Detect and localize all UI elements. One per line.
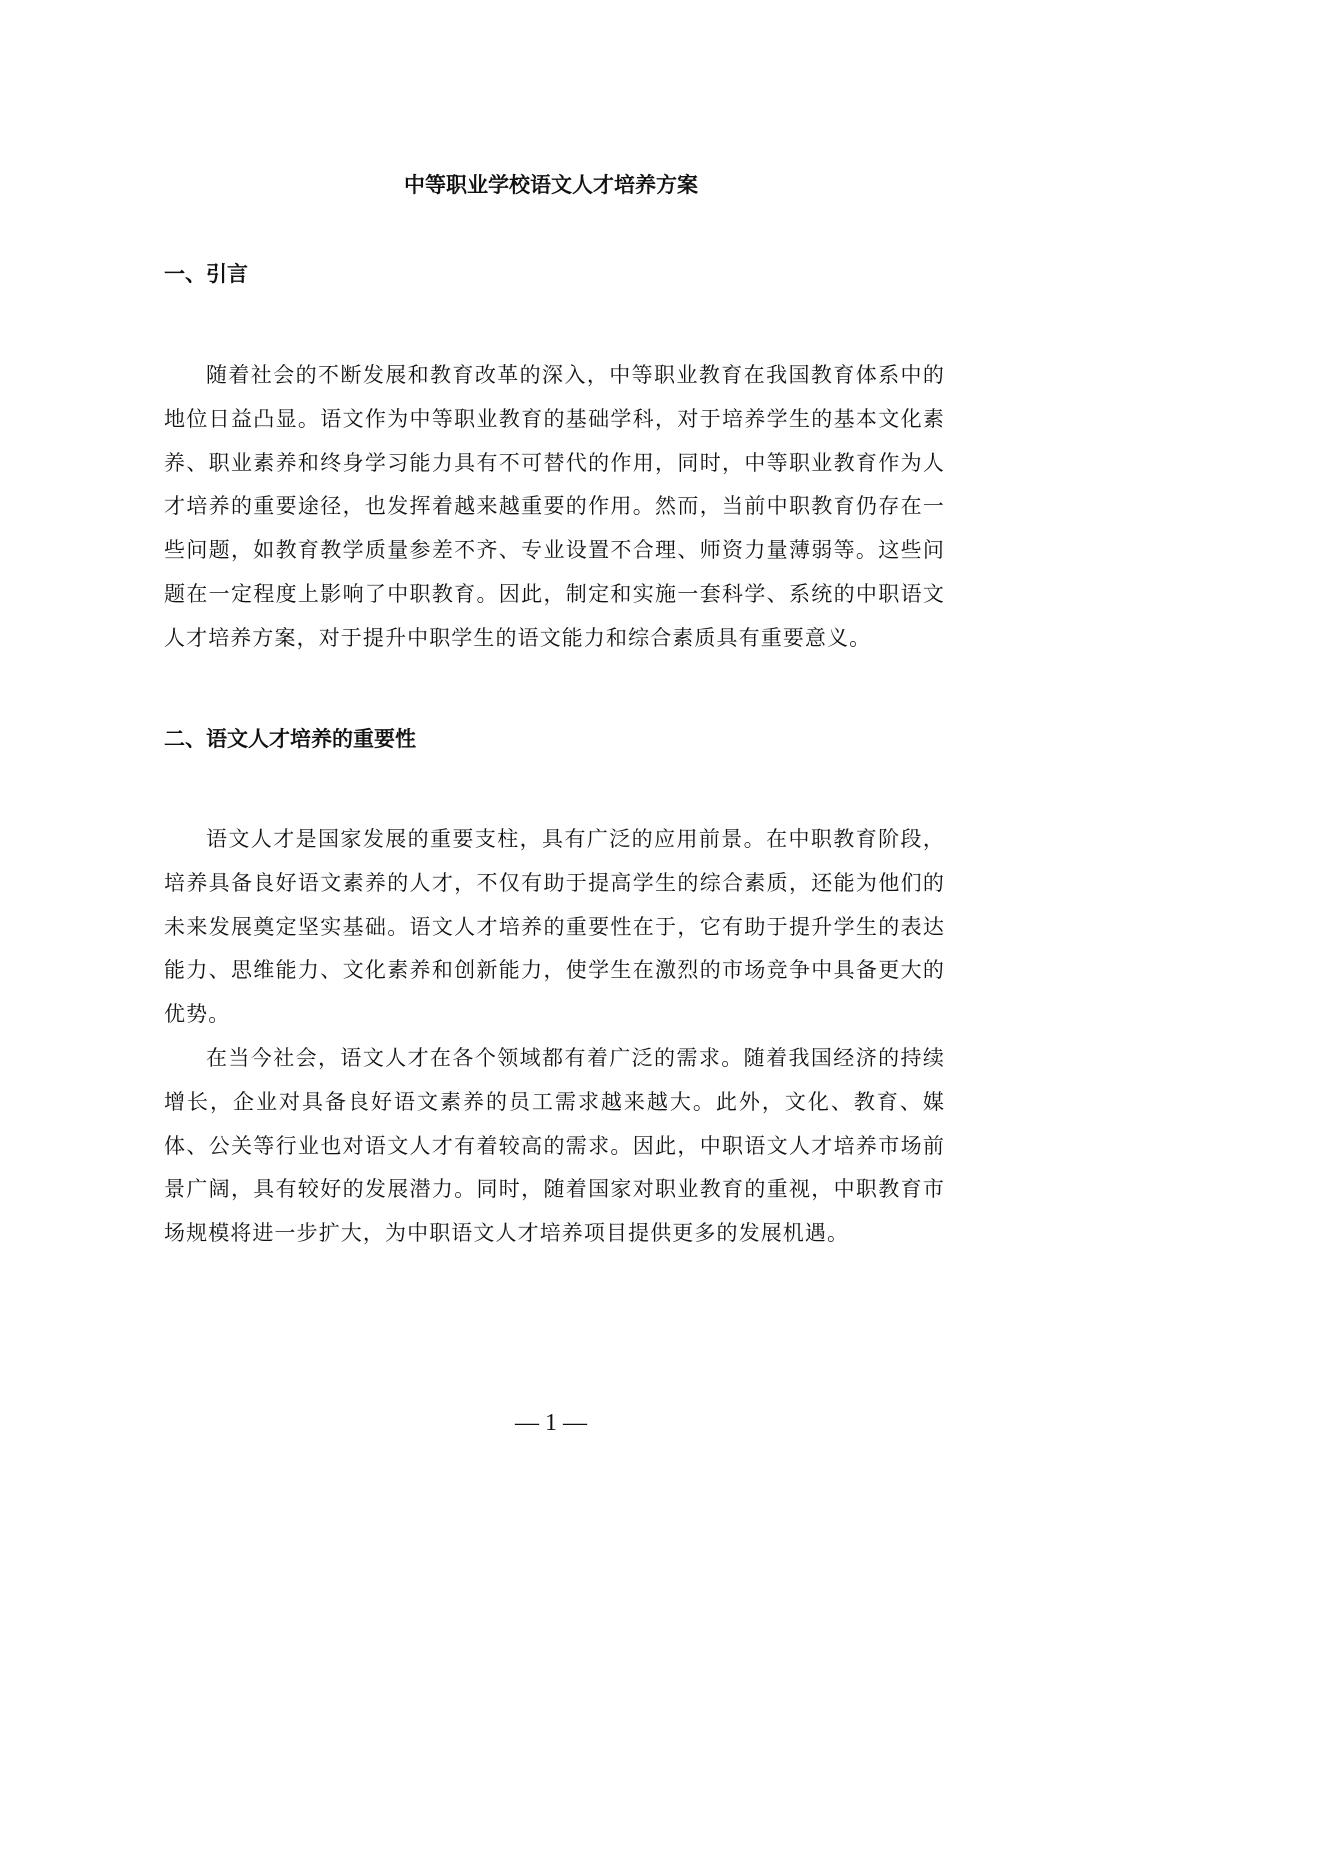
section-body-introduction — [164, 354, 945, 661]
paragraph: 语文人才是国家发展的重要支柱，具有广泛的应用前景。在中职教育阶段，培养具备良好语文素养的人才，不仅有助于提高学生的综合素质，还能为他们的未来发展奠定坚实基础。语文人才培养的重要性在于，它有助于提升学生的表达能力、思维能力、文化素养和创新能力，使学生在激烈的市场竞争中具备更大的优势。 — [164, 827, 945, 1027]
section-heading-importance: 二、语文人才培养的重要性 — [164, 727, 416, 751]
section-heading-introduction: 一、引言 — [164, 262, 248, 286]
document-title: 中等职业学校语文人才培养方案 — [404, 173, 698, 197]
page-number: — 1 — — [515, 1410, 587, 1436]
paragraph: 在当今社会，语文人才在各个领域都有着广泛的需求。随着我国经济的持续增长，企业对具备良好语文素养的员工需求越来越大。此外，文化、教育、媒体、公关等行业也对语文人才有着较高的需求。因此，中职语文人才培养市场前景广阔，具有较好的发展潜力。同时，随着国家对职业教育的重视，中职教育市场规模将进一步扩大，为中职语文人才培养项目提供更多的发展机遇。 — [164, 1045, 945, 1246]
paragraph: 随着社会的不断发展和教育改革的深入，中等职业教育在我国教育体系中的地位日益凸显。语文作为中等职业教育的基础学科，对于培养学生的基本文化素养、职业素养和终身学习能力具有不可替代的作用，同时，中等职业教育作为人才培养的重要途径，也发挥着越来越重要的作用。然而，当前中职教育仍存在一些问题，如教育教学质量参差不齐、专业设置不合理、师资力量薄弱等。这些问题在一定程度上影响了中职教育。因此，制定和实施一套科学、系统的中职语文人才培养方案，对于提升中职学生的语文能力和综合素质具有重要意义。 — [164, 363, 945, 650]
section-body-importance — [164, 818, 945, 1256]
